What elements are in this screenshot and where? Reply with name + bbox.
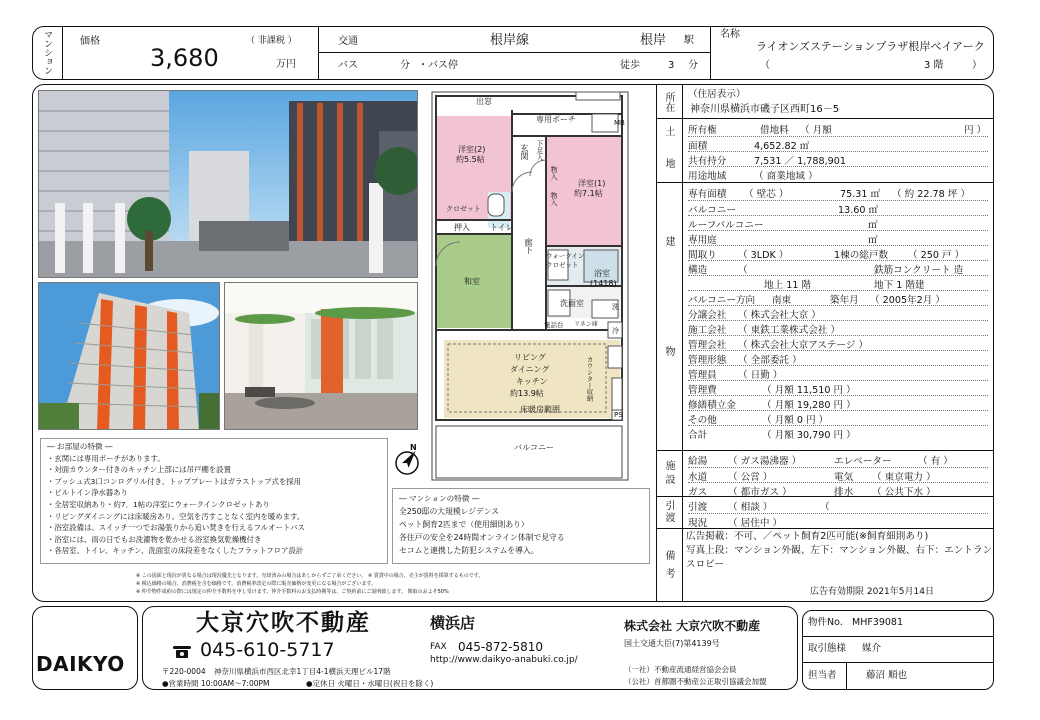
floorplan-closet: クロゼット — [446, 205, 481, 213]
list-item: ・各居室、トイレ、キッチン、洗面室の床段差をなくしたフラットフロア設計 — [47, 546, 304, 556]
phone-icon — [172, 643, 192, 659]
builder-value: （ 東鉄工業株式会社 ） — [738, 325, 841, 336]
branch-name: 横浜店 — [430, 614, 476, 632]
floorplan-toilet: トイレ — [490, 223, 514, 232]
hotwater-value: （ ガス湯沸器 ） — [728, 456, 802, 467]
association-1: （一社）不動産流通経営協会会員 — [624, 665, 737, 674]
bus-stop-label: ・バス停 — [418, 60, 458, 71]
floorplan-ldk-3: キッチン — [516, 377, 548, 386]
building-other-row — [688, 410, 988, 425]
mgmt-form-label: 管理形態 — [688, 355, 727, 366]
drain-value: （ 公共下水 ） — [872, 487, 936, 498]
station-name: 根岸 — [640, 33, 667, 48]
footer-logo-box — [32, 606, 138, 690]
land-share-value: 7,531 ／ 1,788,901 — [754, 156, 846, 167]
status-value: （ 居住中 ） — [728, 518, 783, 529]
mgmt-form-value: （ 全部委託 ） — [738, 355, 802, 366]
person-name: 藤沼 順也 — [866, 670, 908, 681]
disclaimer — [136, 572, 650, 596]
fax-label: FAX — [430, 642, 447, 652]
building-staff-row — [688, 365, 988, 380]
floorplan-washroom: 洗面室 — [560, 299, 584, 308]
section-remarks: 備考 — [663, 550, 674, 586]
floorplan-room2: 洋室(2) — [458, 145, 486, 154]
room-features-list — [41, 453, 387, 557]
floor-value: 3 階 — [924, 60, 944, 71]
building-exterior-side-photo — [38, 282, 220, 430]
building-roof-row — [688, 215, 988, 230]
list-item: ・対面カウンター付きのキッチン上部には吊戸棚を設置 — [47, 465, 231, 475]
list-item: ペット飼育2匹まで（使用細則あり） — [399, 519, 529, 529]
location-address: 神奈川県横浜市磯子区西町16－5 — [690, 104, 840, 115]
company-name-big: 大京穴吹不動産 — [196, 610, 371, 636]
land-rent-close: 円 ） — [964, 125, 987, 136]
structure-value: 鉄筋コンクリート 造 — [874, 265, 964, 276]
floor-open: （ — [760, 60, 770, 71]
list-item: 全250邸の大規模レジデンス — [399, 506, 500, 516]
bus-minutes-unit: 分 — [400, 60, 410, 71]
station-suffix: 駅 — [684, 35, 694, 46]
land-share-label: 共有持分 — [688, 156, 727, 167]
floorplan-ps: PS — [614, 411, 623, 419]
room-features-box — [40, 438, 388, 564]
built-label: 築年月 — [830, 295, 859, 306]
phone-number[interactable]: 045-610-5717 — [200, 639, 335, 661]
facility-row-1 — [688, 452, 988, 467]
floorplan-counter: カウンター収納 — [585, 356, 594, 402]
balcony-label: バルコニー — [688, 205, 736, 216]
floorplan-storage-b: 物入 — [550, 192, 558, 206]
section-land: 土地 — [663, 126, 674, 190]
total-value: （ 月額 30,790 円 ） — [762, 430, 856, 441]
corp-name: 株式会社 大京穴吹不動産 — [624, 619, 761, 633]
building-structure-row — [688, 260, 988, 275]
list-item: ・浴室には、雨の日でもお洗濯物を乾かせる浴室換気乾燥機付き — [47, 534, 262, 544]
area-tsubo: （ 約 22.78 坪 ） — [892, 189, 971, 200]
area-basis: （ 壁芯 ） — [744, 189, 789, 200]
floors-below: 地下 1 階建 — [874, 280, 925, 291]
land-share-row — [688, 151, 988, 166]
elevator-label: エレベーター — [834, 456, 892, 467]
floorplan-bay-window: 出窓 — [476, 97, 492, 106]
area-value: 75.31 ㎡ — [840, 189, 881, 200]
holidays: ●定休日 火曜日・水曜日(祝日を除く) — [306, 679, 434, 688]
floorplan-wash: 洗 — [612, 303, 619, 311]
floorplan-room1-size: 約7.1帖 — [574, 189, 603, 198]
reserve-value: （ 月額 19,280 円 ） — [762, 400, 856, 411]
structure-label: 構造 — [688, 265, 708, 276]
list-item: 各住戸の安全を24時間オンライン体制で見守る — [399, 532, 565, 542]
price-unit: 万円 — [276, 59, 296, 70]
entrance-lobby-photo — [224, 282, 418, 430]
bus-label: バス — [338, 60, 358, 71]
facility-row-3 — [688, 482, 988, 497]
floorplan-walkin: ウォークイン クロゼット — [546, 252, 585, 269]
gas-value: （ 都市ガス ） — [728, 487, 792, 498]
floorplan-bath-size: (1418) — [590, 279, 617, 288]
water-label: 水道 — [688, 472, 708, 483]
land-rent-open: （ 月額 — [800, 125, 832, 136]
land-area-row — [688, 136, 988, 151]
business-hours: ●営業時間 10:00AM～7:00PM — [162, 679, 270, 688]
floorplan-ldk-size: 約13.9帖 — [510, 389, 544, 398]
garden-value: ㎡ — [868, 235, 878, 246]
handover-value: （ 相談 ） — [728, 502, 773, 513]
roof-balcony-value: ㎡ — [868, 220, 878, 231]
handover-row — [688, 498, 988, 513]
room-features-title: ― お部屋の特徴 ― — [47, 442, 113, 451]
license-number: 国土交通大臣(7)第4139号 — [624, 639, 720, 648]
land-rent-label: 借地料 — [760, 125, 789, 136]
floorplan-storage-a: 物入 — [550, 166, 558, 180]
disclaimer-line: ※ 仲介物件成約の際には規定の仲介手数料を申し受けます。仲介手数料のお支払時期等は、ご契約前にご説明致します。 関取のおよそ50% — [136, 589, 449, 595]
floorplan-phone-stand: 電話台 — [544, 321, 564, 329]
structure-open: （ — [738, 265, 748, 276]
reserve-label: 修繕積立金 — [688, 400, 736, 411]
list-item: ・全居室収納あり・約7．1帖の洋室にウォークインクロゼットあり — [47, 499, 270, 509]
list-item: ・ビルトイン浄水器あり — [47, 488, 128, 498]
seller-label: 分譲会社 — [688, 310, 727, 321]
location-label: （住居表示） — [688, 89, 746, 100]
handover-label: 引渡 — [688, 502, 708, 513]
units-value: （ 250 戸 ） — [908, 250, 965, 261]
roof-balcony-label: ルーフバルコニー — [688, 220, 764, 231]
building-manager-row — [688, 335, 988, 350]
manager-label: 管理会社 — [688, 340, 727, 351]
property-type-label: マンション — [42, 30, 52, 75]
other-label: その他 — [688, 415, 717, 426]
section-facility: 施設 — [663, 460, 674, 488]
floorplan-mb: MB — [614, 119, 625, 127]
land-area-value: 4,652.82 ㎡ — [754, 141, 810, 152]
price-label: 価格 — [80, 36, 100, 47]
mansion-features-box — [392, 488, 650, 564]
ad-validity: 広告有効期限 2021年5月14日 — [810, 587, 934, 597]
manager-value: （ 株式会社大京アステージ ） — [738, 340, 869, 351]
building-builder-row — [688, 320, 988, 335]
floorplan-corridor: 廊下 — [524, 238, 533, 254]
floors-above: 地上 11 階 — [764, 280, 812, 291]
land-zone-value: （ 商業地域 ） — [754, 171, 818, 182]
land-zone-row — [688, 166, 988, 181]
staff-value: （ 日勤 ） — [738, 370, 783, 381]
list-item: セコムと連携した防犯システムを導入。 — [399, 545, 539, 555]
hotwater-label: 給湯 — [688, 456, 708, 467]
status-row — [688, 513, 988, 528]
walk-minutes: 3 — [668, 60, 675, 71]
seller-value: （ 株式会社大京 ） — [738, 310, 821, 321]
status-label: 現況 — [688, 518, 708, 529]
floorplan-room2-size: 約5.5帖 — [456, 155, 485, 164]
building-reserve-row — [688, 395, 988, 410]
building-layout-row — [688, 245, 988, 260]
facility-row-2 — [688, 467, 988, 482]
layout-value: （ 3LDK ） — [738, 250, 789, 261]
fee-value: （ 月額 11,510 円 ） — [762, 385, 856, 396]
company-address: 神奈川県横浜市西区北幸1丁目4-1横浜天理ビル17階 — [214, 667, 391, 676]
building-facing-row — [688, 290, 988, 305]
building-seller-row — [688, 305, 988, 320]
mansion-features-title: ― マンションの特徴 ― — [399, 494, 480, 503]
electric-label: 電気 — [834, 472, 854, 483]
section-location: 所在 — [663, 92, 674, 112]
drain-label: 排水 — [834, 487, 854, 498]
floorplan-genkan: 玄関 — [520, 144, 529, 160]
building-total-row — [688, 425, 988, 440]
fee-label: 管理費 — [688, 385, 717, 396]
section-handover: 引渡 — [663, 500, 674, 524]
land-area-label: 面積 — [688, 141, 708, 152]
train-line: 根岸線 — [490, 33, 530, 48]
building-mgmt-form-row — [688, 350, 988, 365]
disclaimer-line: ※ この図面と現況が異なる場合は現況優先となります。売却済みの場合はあしからずご了承ください。 ※ 賃貸中の場合、売主が賃料を採算するものです。 — [136, 573, 484, 579]
staff-label: 管理員 — [688, 370, 717, 381]
garden-label: 専用庭 — [688, 235, 717, 246]
electric-value: （ 東京電力 ） — [872, 472, 936, 483]
builder-label: 施工会社 — [688, 325, 727, 336]
floorplan-bath: 浴室 — [594, 269, 610, 278]
postal-code: 〒220-0004 — [162, 667, 206, 676]
floorplan-ldk-1: リビング — [514, 353, 546, 362]
property-no: MHF39081 — [852, 617, 904, 628]
floorplan-fridge: 冷 — [612, 327, 619, 335]
walk-label: 徒歩 — [620, 60, 640, 71]
facing-value: 南東 — [772, 295, 792, 306]
floor-close: ） — [972, 60, 982, 71]
floorplan-shoebox: 下足入 — [536, 140, 544, 161]
company-url[interactable]: http://www.daikyo-anabuki.co.jp/ — [430, 655, 578, 665]
compass-label: N — [410, 443, 417, 452]
remarks-line-1: 広告掲載：不可、／ペット飼育2匹可能(※飼育細則あり) — [686, 531, 929, 542]
price-value: 3,680 — [150, 44, 219, 72]
land-rights-row — [688, 121, 988, 136]
floorplan-washitsu: 和室 — [464, 277, 480, 286]
floorplan-balcony: バルコニー — [514, 443, 554, 452]
facing-label: バルコニー方向 — [688, 295, 756, 306]
floorplan-room1: 洋室(1) — [578, 179, 606, 188]
building-garden-row — [688, 230, 988, 245]
water-value: （ 公営 ） — [728, 472, 773, 483]
floorplan-ldk-2: ダイニング — [510, 365, 550, 374]
disclaimer-line: ※ 税込価格の場合、消費税を含む価格です。消費税率改定の際に販売価格が変更になる場合がございます。 — [136, 581, 376, 587]
list-item: ・リビングダイニングには床暖房あり。空気を汚すことなく室内を暖めます。 — [47, 511, 305, 521]
property-name: ライオンズステーションプラザ根岸ベイアーク — [756, 40, 985, 53]
remarks-line-2: 写真上段：マンション外観、左下：マンション外観、右下：エントラン — [686, 545, 993, 556]
building-fee-row — [688, 380, 988, 395]
compass-icon — [392, 444, 422, 478]
building-balcony-row — [688, 200, 988, 215]
remarks-line-3: スロビー — [686, 559, 724, 570]
daikyo-logo: DAIKYO — [36, 652, 125, 676]
handover-extra: （ — [820, 502, 830, 513]
list-item: ・浴室設備は、スイッチ一つでお湯張りから追い焚きを行えるフルオートバス — [47, 523, 305, 533]
balcony-value: 13.60 ㎡ — [838, 205, 879, 216]
deal-type-label: 取引態様 — [808, 643, 847, 654]
total-label: 合計 — [688, 430, 708, 441]
fax-number: 045-872-5810 — [458, 640, 544, 654]
floorplan-linen: リネン庫 — [574, 321, 598, 328]
person-label: 担当者 — [808, 670, 837, 681]
floorplan-porch: 専用ポーチ — [536, 115, 576, 124]
association-2: （公社）首都圏不動産公正取引協議会加盟 — [624, 677, 767, 686]
gas-label: ガス — [688, 487, 708, 498]
section-building: 建物 — [663, 236, 674, 456]
building-floors-row — [688, 275, 988, 290]
built-value: （ 2005年2月 ） — [870, 295, 945, 306]
other-value: （ 月額 0 円 ） — [762, 415, 829, 426]
floor-plan — [428, 90, 650, 482]
units-label: 1棟の総戸数 — [834, 250, 889, 261]
name-label: 名称 — [720, 29, 740, 40]
transport-label: 交通 — [338, 36, 358, 47]
land-zone-label: 用途地域 — [688, 171, 727, 182]
tax-note: （ 非課税 ） — [246, 36, 297, 46]
floorplan-oshiire: 押入 — [454, 223, 470, 232]
area-label: 専有面積 — [688, 189, 727, 200]
building-exterior-photo — [38, 90, 418, 278]
walk-unit: 分 — [688, 60, 698, 71]
layout-label: 間取り — [688, 250, 717, 261]
property-no-label: 物件No. — [808, 617, 843, 628]
list-item: ・玄関には専用ポーチがあります。 — [47, 453, 165, 463]
building-area-row — [688, 185, 988, 200]
land-rights-label: 所有権 — [688, 125, 717, 136]
elevator-value: （ 有 ） — [918, 456, 953, 467]
list-item: ・ブッシュ式3口コンログリル付き、トッププレートはガラストップ式を採用 — [47, 476, 302, 486]
deal-type: 媒介 — [862, 643, 882, 654]
floorplan-floorheat: 床暖房範囲 — [520, 405, 560, 414]
